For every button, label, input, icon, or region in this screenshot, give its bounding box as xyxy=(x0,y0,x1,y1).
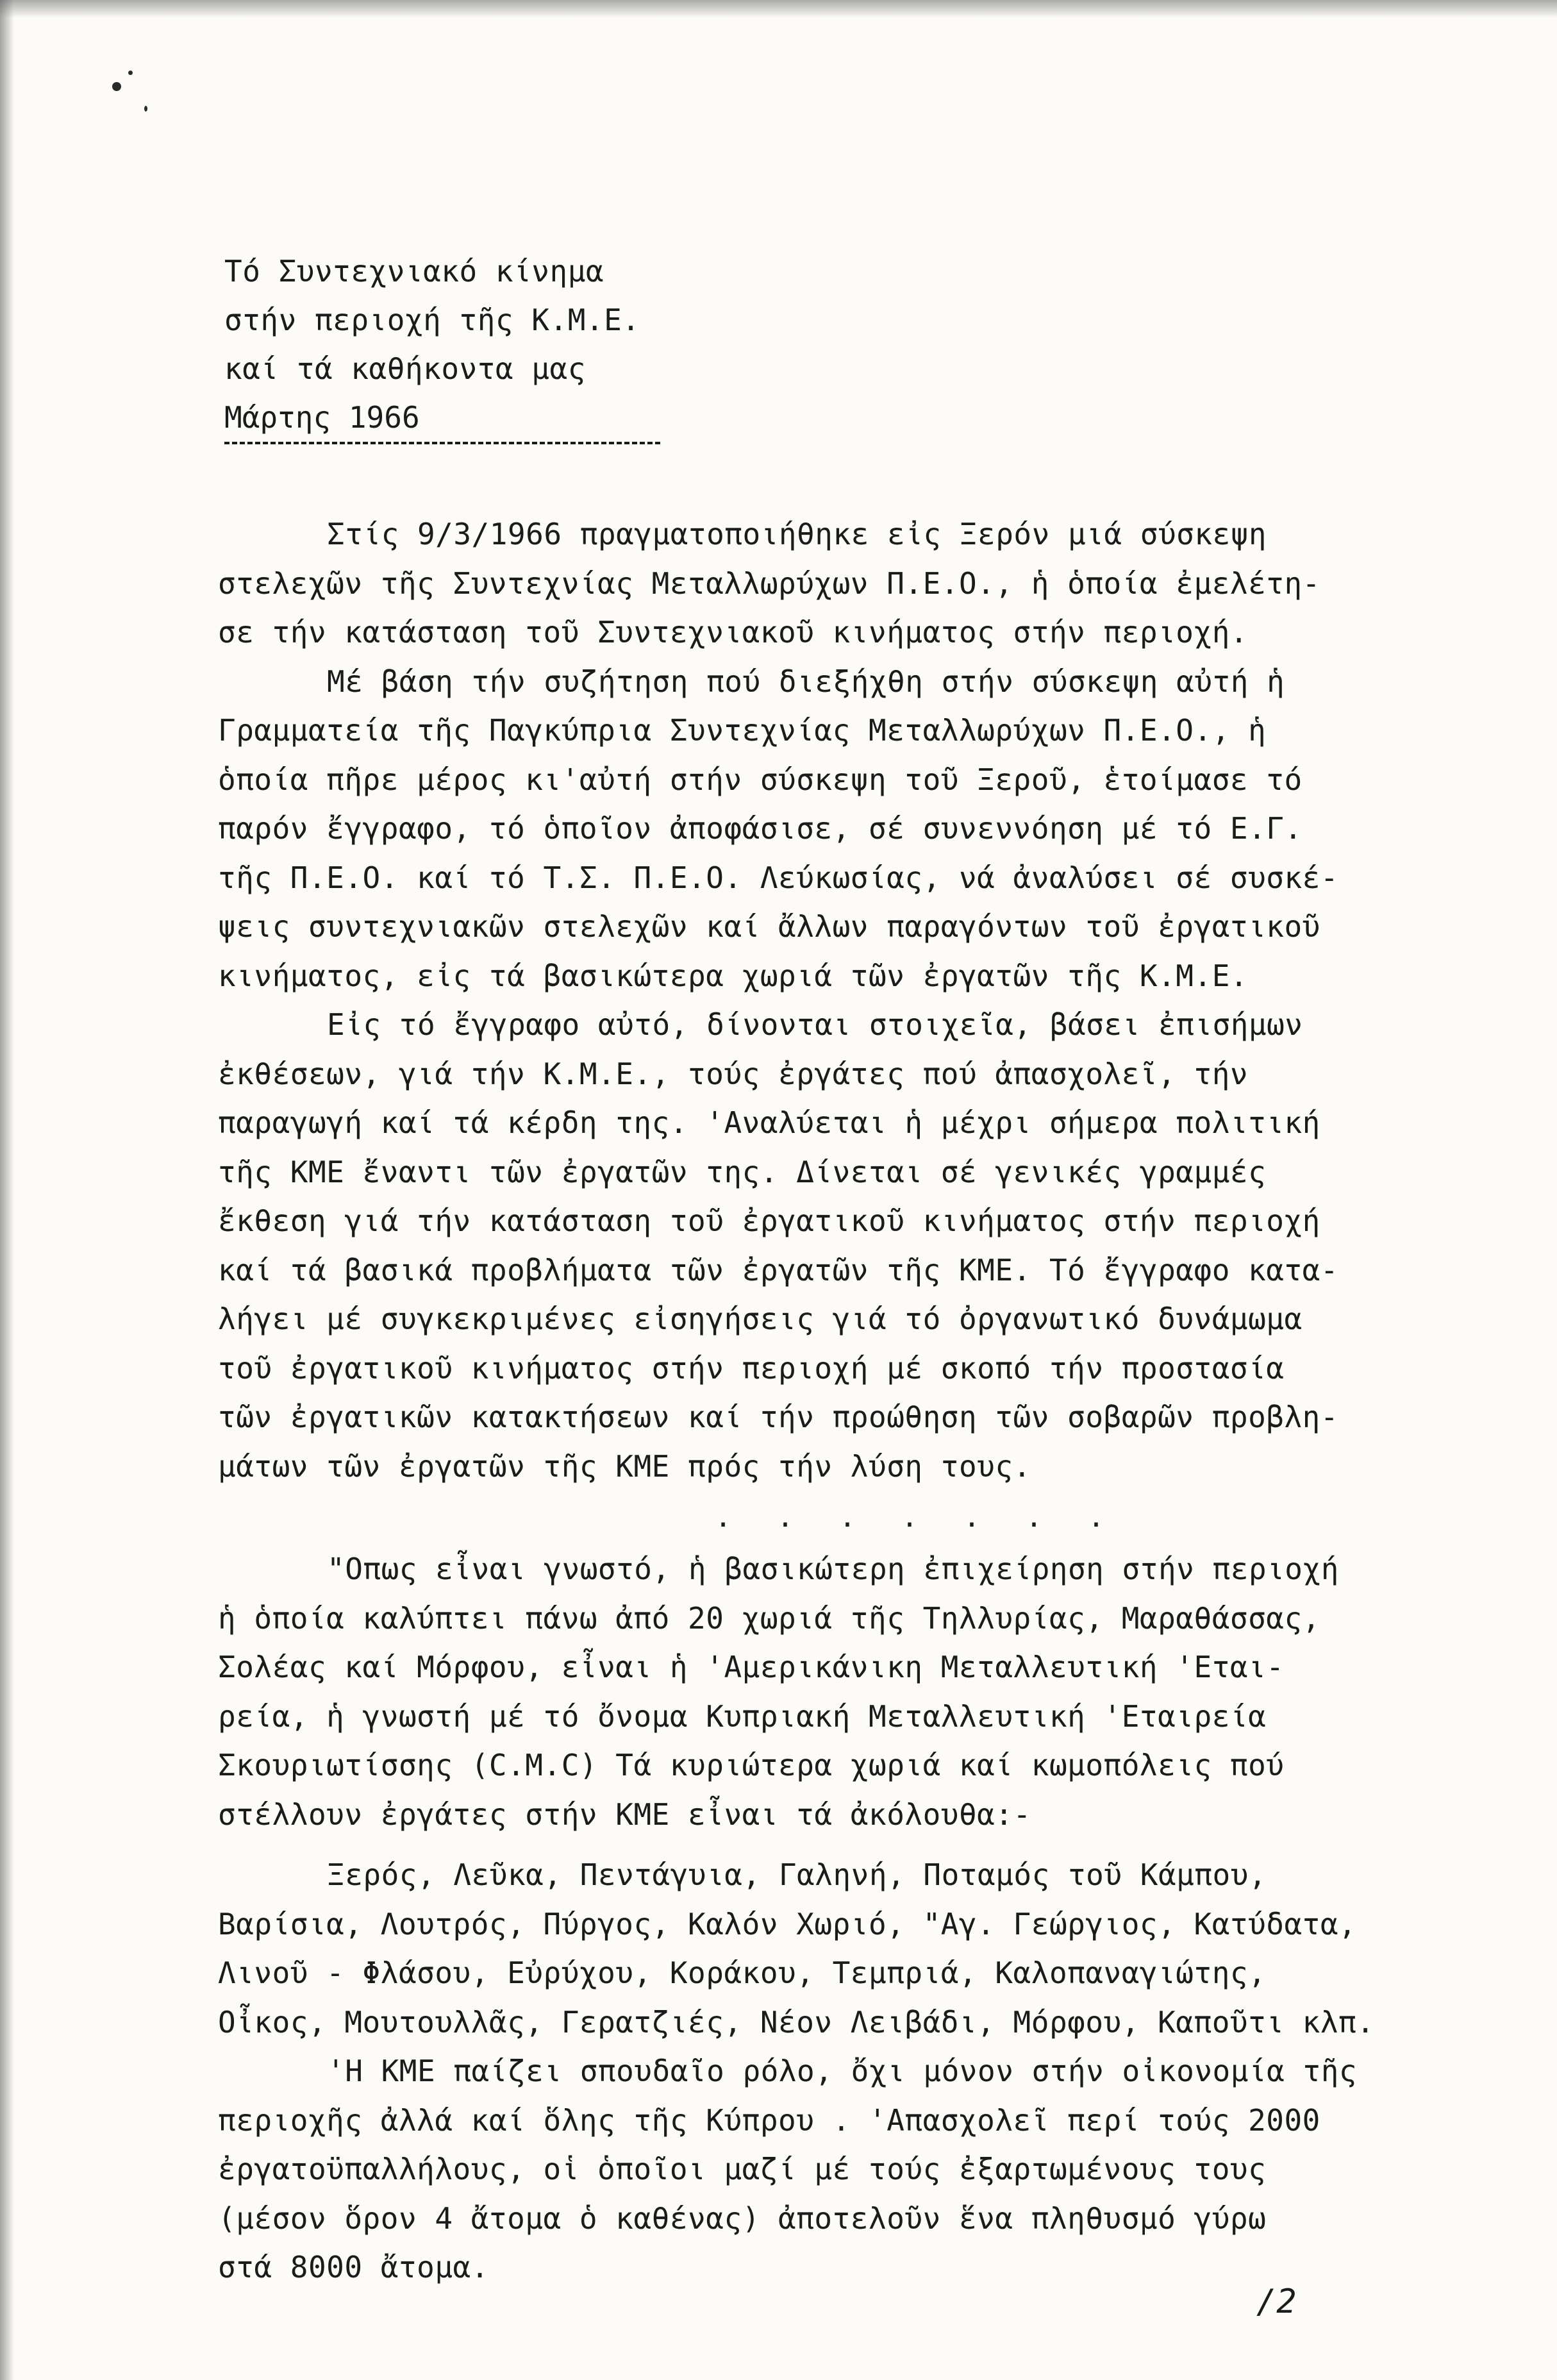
p6-line: ἐργατοϋπαλλήλους, οἱ ὁποῖοι μαζί μέ τούς ἐξαρτωμένους τους xyxy=(218,2152,1267,2186)
p5-line: Λινοῦ - Φλάσου, Εὐρύχου, Κοράκου, Τεμπριά, Καλοπαναγιώτης, xyxy=(218,1956,1267,1990)
heading-date: Μάρτης 1966 xyxy=(224,393,660,444)
p6-line: στά 8000 ἄτομα. xyxy=(218,2250,489,2284)
p3-line: τοῦ ἐργατικοῦ κινήματος στήν περιοχή μέ σκοπό τήν προστασία xyxy=(218,1350,1285,1386)
paragraph-gap xyxy=(218,1839,1487,1850)
heading-line-3: καί τά καθήκοντα μας xyxy=(224,351,586,386)
p5-line: Ξερός, Λεῦκα, Πεντάγυια, Γαληνή, Ποταμός τοῦ Κάμπου, xyxy=(327,1857,1267,1892)
p3-line: παραγωγή καί τά κέρδη της. 'Αναλύεται ἡ μέχρι σήμερα πολιτική xyxy=(218,1105,1320,1140)
scan-speck xyxy=(144,106,147,112)
heading-line-1: Τό Συντεχνιακό κίνημα xyxy=(224,254,604,289)
p4-line: στέλλουν ἐργάτες στήν ΚΜΕ εἶναι τά ἀκόλουθα:- xyxy=(218,1797,1031,1832)
p2-line: παρόν ἔγγραφο, τό ὁποῖον ἀποφάσισε, σέ συνεννόηση μέ τό Ε.Γ. xyxy=(218,811,1303,846)
p1-line: Στίς 9/3/1966 πραγματοποιήθηκε εἰς Ξερόν μιά σύσκεψη xyxy=(327,517,1267,551)
p3-line: Εἰς τό ἔγγραφο αὐτό, δίνονται στοιχεῖα, βάσει ἐπισήμων xyxy=(327,1007,1303,1042)
p5-line: Οἶκος, Μουτουλλᾶς, Γερατζιές, Νέον Λειβάδι, Μόρφου, Καποῦτι κλπ. xyxy=(218,2004,1375,2040)
p2-line: ὁποία πῆρε μέρος κι'αὐτή στήν σύσκεψη τοῦ Ξεροῦ, ἑτοίμασε τό xyxy=(218,762,1303,797)
p2-line: Γραμματεία τῆς Παγκύπρια Συντεχνίας Μεταλλωρύχων Π.Ε.Ο., ἡ xyxy=(218,713,1267,748)
p3-line: ἔκθεση γιά τήν κατάσταση τοῦ ἐργατικοῦ κινήματος στήν περιοχή xyxy=(218,1203,1320,1238)
p3-line: καί τά βασικά προβλήματα τῶν ἐργατῶν τῆς ΚΜΕ. Τό ἔγγραφο κατα- xyxy=(218,1252,1339,1287)
heading-line-2: στήν περιοχή τῆς Κ.Μ.Ε. xyxy=(224,303,640,337)
document-body xyxy=(218,510,1487,2292)
p1-line: σε τήν κατάσταση τοῦ Συντεχνιακοῦ κινήματος στήν περιοχή. xyxy=(218,615,1249,649)
p3-line: ἐκθέσεων, γιά τήν Κ.Μ.Ε., τούς ἐργάτες πού ἀπασχολεῖ, τήν xyxy=(218,1056,1249,1091)
p5-line: Βαρίσια, Λουτρός, Πύργος, Καλόν Χωριό, "Αγ. Γεώργιος, Κατύδατα, xyxy=(218,1906,1357,1941)
p2-line: κινήματος, εἰς τά βασικώτερα χωριά τῶν ἐργατῶν τῆς Κ.Μ.Ε. xyxy=(218,958,1249,993)
p6-line: (μέσον ὅρον 4 ἄτομα ὁ καθένας) ἀποτελοῦν ἕνα πληθυσμό γύρω xyxy=(218,2200,1267,2236)
p3-line: τῶν ἐργατικῶν κατακτήσεων καί τήν προώθηση τῶν σοβαρῶν προβλη- xyxy=(218,1400,1339,1434)
p3-line: λήγει μέ συγκεκριμένες εἰσηγήσεις γιά τό ὀργανωτικό δυνάμωμα xyxy=(218,1302,1303,1336)
scan-top-edge xyxy=(0,0,1557,18)
p4-line: Σολέας καί Μόρφου, εἶναι ἡ 'Αμερικάνικη Μεταλλευτική 'Εται- xyxy=(218,1650,1285,1684)
p1-line: στελεχῶν τῆς Συντεχνίας Μεταλλωρύχων Π.Ε.Ο., ἡ ὁποία ἐμελέτη- xyxy=(218,566,1320,601)
p6-line: 'Η ΚΜΕ παίζει σπουδαῖο ρόλο, ὄχι μόνον στήν οἰκονομία τῆς xyxy=(327,2054,1358,2088)
p2-line: Μέ βάση τήν συζήτηση πού διεξήχθη στήν σύσκεψη αὐτή ἡ xyxy=(327,664,1285,699)
p4-line: ρεία, ἡ γνωστή μέ τό ὄνομα Κυπριακή Μεταλλευτική 'Εταιρεία xyxy=(218,1698,1267,1734)
p2-line: ψεις συντεχνιακῶν στελεχῶν καί ἄλλων παραγόντων τοῦ ἐργατικοῦ xyxy=(218,909,1320,944)
scan-left-edge xyxy=(0,0,14,2380)
p4-line: ἡ ὁποία καλύπτει πάνω ἀπό 20 χωριά τῆς Τηλλυρίας, Μαραθάσσας, xyxy=(218,1600,1320,1636)
p2-line: τῆς Π.Ε.Ο. καί τό Τ.Σ. Π.Ε.Ο. Λεύκωσίας, νά ἀναλύσει σέ συσκέ- xyxy=(218,860,1339,895)
p3-line: μάτων τῶν ἐργατῶν τῆς ΚΜΕ πρός τήν λύση τους. xyxy=(218,1448,1031,1484)
p4-line: "Οπως εἶναι γνωστό, ἡ βασικώτερη ἐπιχείρηση στήν περιοχή xyxy=(327,1552,1339,1586)
p6-line: περιοχῆς ἀλλά καί ὅλης τῆς Κύπρου . 'Απασχολεῖ περί τούς 2000 xyxy=(218,2102,1320,2138)
p4-line: Σκουριωτίσσης (C.M.C) Τά κυριώτερα χωριά καί κωμοπόλεις πού xyxy=(218,1748,1285,1782)
scan-speck xyxy=(128,71,133,75)
page-number: /2 xyxy=(1256,2283,1297,2321)
scan-speck xyxy=(112,82,121,91)
p3-line: τῆς ΚΜΕ ἔναντι τῶν ἐργατῶν της. Δίνεται σέ γενικές γραμμές xyxy=(218,1154,1267,1189)
document-heading xyxy=(224,247,865,444)
section-separator: . . . . . . . xyxy=(714,1501,1119,1534)
